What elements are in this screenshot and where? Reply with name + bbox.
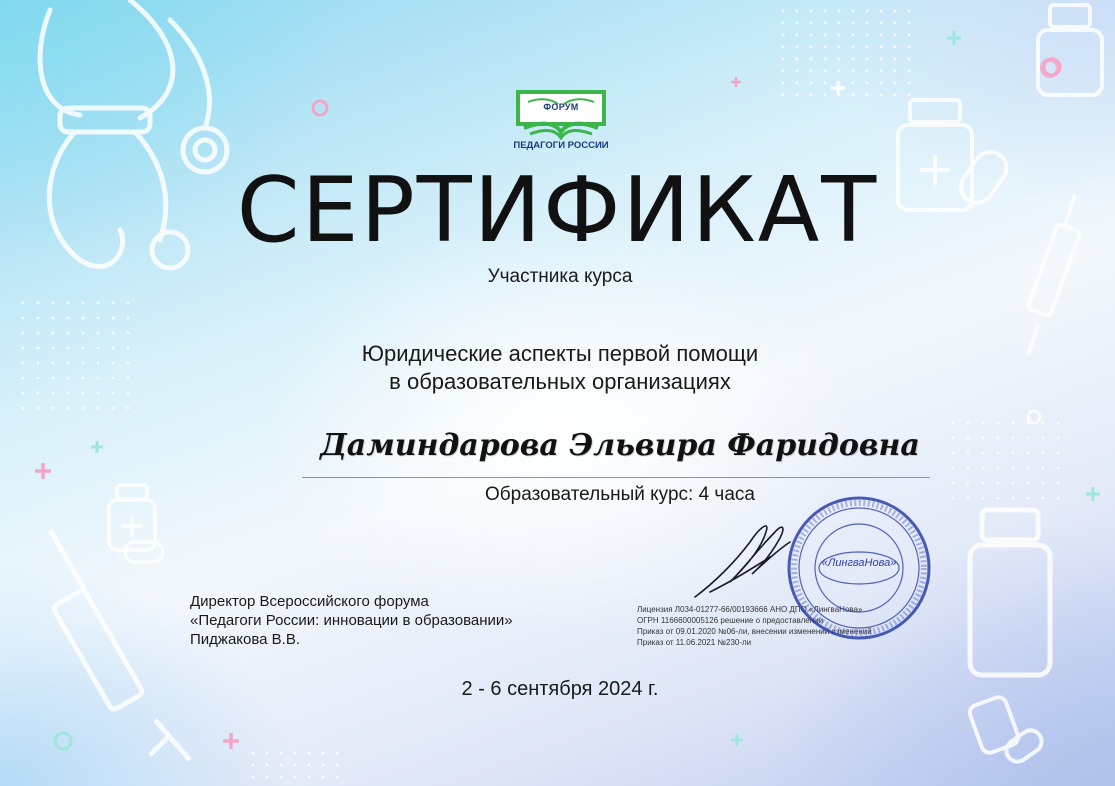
director-line1: Директор Всероссийского форума — [190, 593, 429, 610]
course-dates: 2 - 6 сентября 2024 г. — [461, 678, 659, 700]
license-line3: Приказ от 09.01.2020 №06-ли, внесении изменений изменений — [637, 627, 872, 636]
logo-bottom-text: ПЕДАГОГИ РОССИИ — [513, 140, 609, 151]
ring-icon — [1025, 408, 1043, 426]
book-icon — [514, 88, 608, 140]
plus-icon — [90, 440, 104, 454]
plus-icon — [222, 732, 240, 750]
plus-icon — [730, 76, 742, 88]
director-block — [190, 592, 513, 649]
ring-icon — [52, 730, 74, 752]
ring-icon — [1041, 56, 1063, 78]
plus-icon — [34, 462, 52, 480]
dot-grid-decoration — [250, 750, 350, 780]
plus-icon — [946, 30, 962, 46]
plus-icon — [1085, 486, 1101, 502]
dot-grid-decoration — [780, 8, 920, 98]
forum-logo — [506, 88, 616, 154]
logo-top-text: ФОРУМ — [543, 102, 579, 112]
license-line4: Приказ от 11.06.2021 №230-ли — [637, 638, 752, 647]
course-name-line2: в образовательных организациях — [389, 369, 731, 394]
certificate-subtitle: Участника курса — [487, 266, 633, 287]
plus-icon — [830, 80, 846, 96]
signature — [690, 512, 800, 604]
course-name — [0, 340, 1115, 396]
dot-grid-decoration — [950, 420, 1060, 500]
course-name-line1: Юридические аспекты первой помощи — [361, 341, 759, 366]
stamp-label: «ЛингваНова» — [821, 557, 897, 569]
certificate-title: СЕРТИФИКАТ — [236, 158, 879, 263]
license-line2: ОГРН 1166600005126 решение о предоставлении — [637, 616, 824, 625]
recipient-underline — [302, 477, 930, 478]
recipient-name: Даминдарова Эльвира Фаридовна — [320, 428, 920, 463]
plus-icon — [730, 733, 744, 747]
medicine-bottle-icon — [1020, 0, 1115, 100]
course-hours: Образовательный курс: 4 часа — [485, 484, 755, 505]
medicine-bottle-icon — [960, 505, 1060, 680]
ring-icon — [310, 98, 330, 118]
director-line2: «Педагоги России: инновации в образовании» — [190, 612, 513, 629]
pills-icon — [960, 690, 1050, 780]
official-stamp — [785, 494, 933, 642]
license-line1: Лицензия Л034-01277-66/00193666 АНО ДПО «ЛингваНова» — [637, 605, 863, 614]
director-name: Пиджакова В.В. — [190, 631, 301, 648]
